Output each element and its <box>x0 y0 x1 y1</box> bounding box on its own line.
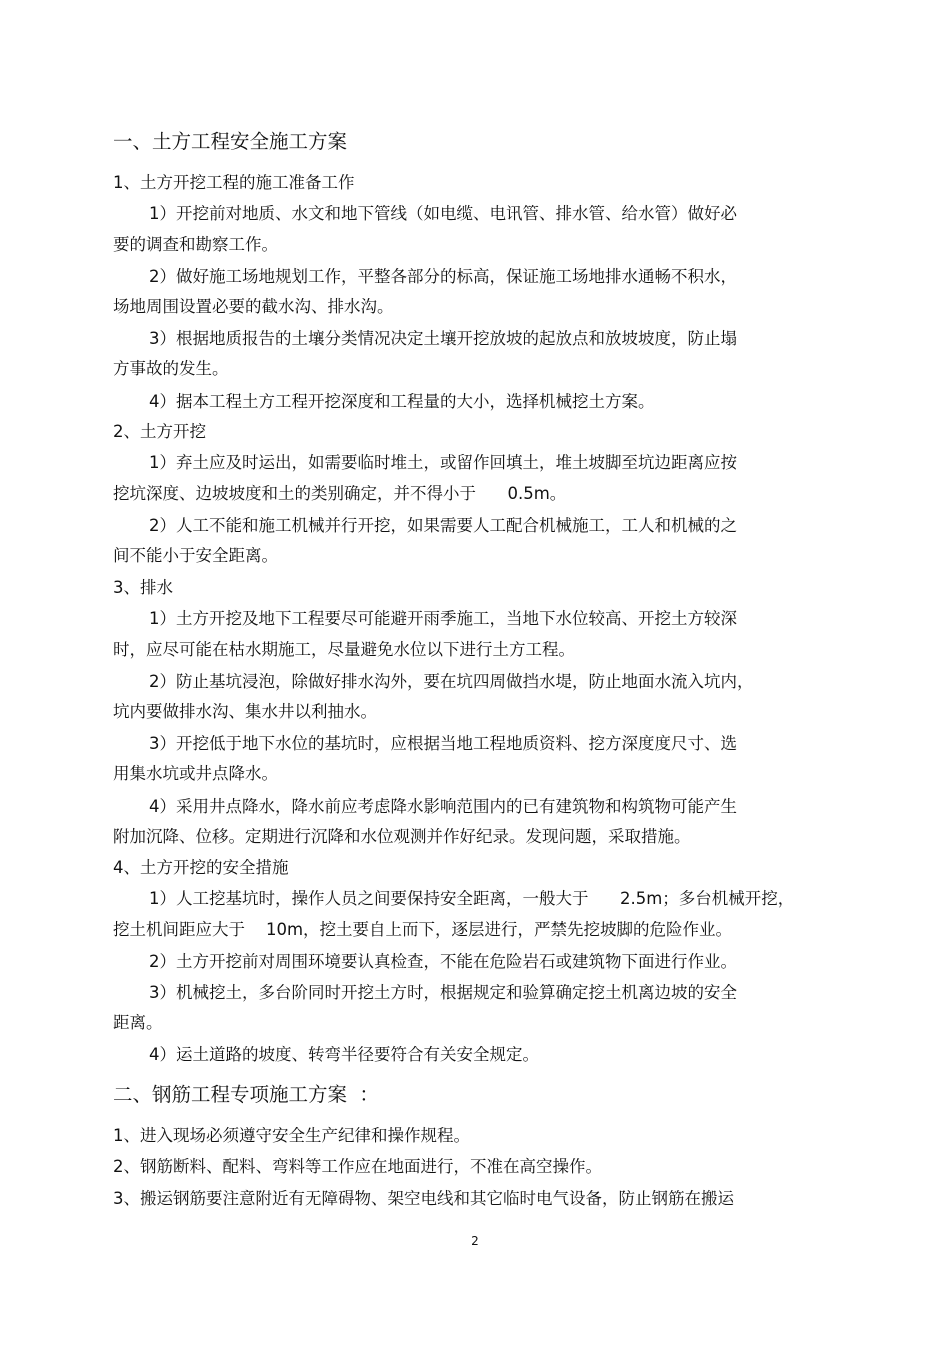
paragraph-line: 2、钢筋断料、配料、弯料等工作应在地面进行，不准在高空操作。 <box>113 1157 602 1176</box>
paragraph-line: 4）采用井点降水，降水前应考虑降水影响范围内的已有建筑物和构筑物可能产生 <box>149 797 737 816</box>
paragraph-line: 3）机械挖土，多台阶同时开挖土方时，根据规定和验算确定挖土机离边坡的安全 <box>149 983 737 1002</box>
paragraph-line: 1）人工挖基坑时，操作人员之间要保持安全距离，一般大于 2.5m；多台机械开挖， <box>149 889 795 908</box>
paragraph-line: 3）根据地质报告的土壤分类情况决定土壤开挖放坡的起放点和放坡坡度，防止塌 <box>149 329 737 348</box>
paragraph-line: 1）开挖前对地质、水文和地下管线（如电缆、电讯管、排水管、给水管）做好必 <box>149 204 737 223</box>
paragraph-line: 要的调查和勘察工作。 <box>113 235 278 254</box>
paragraph-line: 方事故的发生。 <box>113 359 229 378</box>
paragraph-line: 2）防止基坑浸泡，除做好排水沟外，要在坑四周做挡水堤，防止地面水流入坑内， <box>149 672 754 691</box>
subheading-1-2: 2、土方开挖 <box>113 422 206 441</box>
paragraph-line: 2）做好施工场地规划工作，平整各部分的标高，保证施工场地排水通畅不积水， <box>149 267 737 286</box>
subheading-1-3: 3、排水 <box>113 578 173 597</box>
paragraph-line: 2）人工不能和施工机械并行开挖，如果需要人工配合机械施工，工人和机械的之 <box>149 516 737 535</box>
paragraph-line: 3、搬运钢筋要注意附近有无障碍物、架空电线和其它临时电气设备，防止钢筋在搬运 <box>113 1189 734 1208</box>
subheading-1-4: 4、土方开挖的安全措施 <box>113 858 289 877</box>
paragraph-line: 4）运土道路的坡度、转弯半径要符合有关安全规定。 <box>149 1045 539 1064</box>
paragraph-line: 3）开挖低于地下水位的基坑时，应根据当地工程地质资料、挖方深度度尺寸、选 <box>149 734 737 753</box>
paragraph-line: 挖土机间距应大于 10m，挖土要自上而下，逐层进行，严禁先挖坡脚的危险作业。 <box>113 920 733 939</box>
paragraph-line: 坑内要做排水沟、集水井以利抽水。 <box>113 702 377 721</box>
paragraph-line: 场地周围设置必要的截水沟、排水沟。 <box>113 297 394 316</box>
paragraph-line: 1）弃土应及时运出，如需要临时堆土，或留作回填土，堆土坡脚至坑边距离应按 <box>149 453 737 472</box>
paragraph-line: 间不能小于安全距离。 <box>113 546 278 565</box>
paragraph-line: 1）土方开挖及地下工程要尽可能避开雨季施工，当地下水位较高、开挖土方较深 <box>149 609 737 628</box>
section-heading-1: 一、土方工程安全施工方案 <box>113 130 348 153</box>
paragraph-line: 用集水坑或井点降水。 <box>113 764 278 783</box>
paragraph-line: 1、进入现场必须遵守安全生产纪律和操作规程。 <box>113 1126 470 1145</box>
paragraph-line: 2）土方开挖前对周围环境要认真检查，不能在危险岩石或建筑物下面进行作业。 <box>149 952 737 971</box>
paragraph-line: 时，应尽可能在枯水期施工，尽量避免水位以下进行土方工程。 <box>113 640 575 659</box>
section-heading-2: 二、钢筋工程专项施工方案 ： <box>113 1083 379 1106</box>
paragraph-line: 4）据本工程土方工程开挖深度和工程量的大小，选择机械挖土方案。 <box>149 392 655 411</box>
paragraph-line: 挖坑深度、边坡坡度和土的类别确定，并不得小于 0.5m。 <box>113 484 567 503</box>
subheading-1-1: 1、土方开挖工程的施工准备工作 <box>113 173 355 192</box>
paragraph-line: 距离。 <box>113 1013 163 1032</box>
page-number: 2 <box>471 1234 479 1248</box>
paragraph-line: 附加沉降、位移。定期进行沉降和水位观测并作好纪录。发现问题，采取措施。 <box>113 827 691 846</box>
